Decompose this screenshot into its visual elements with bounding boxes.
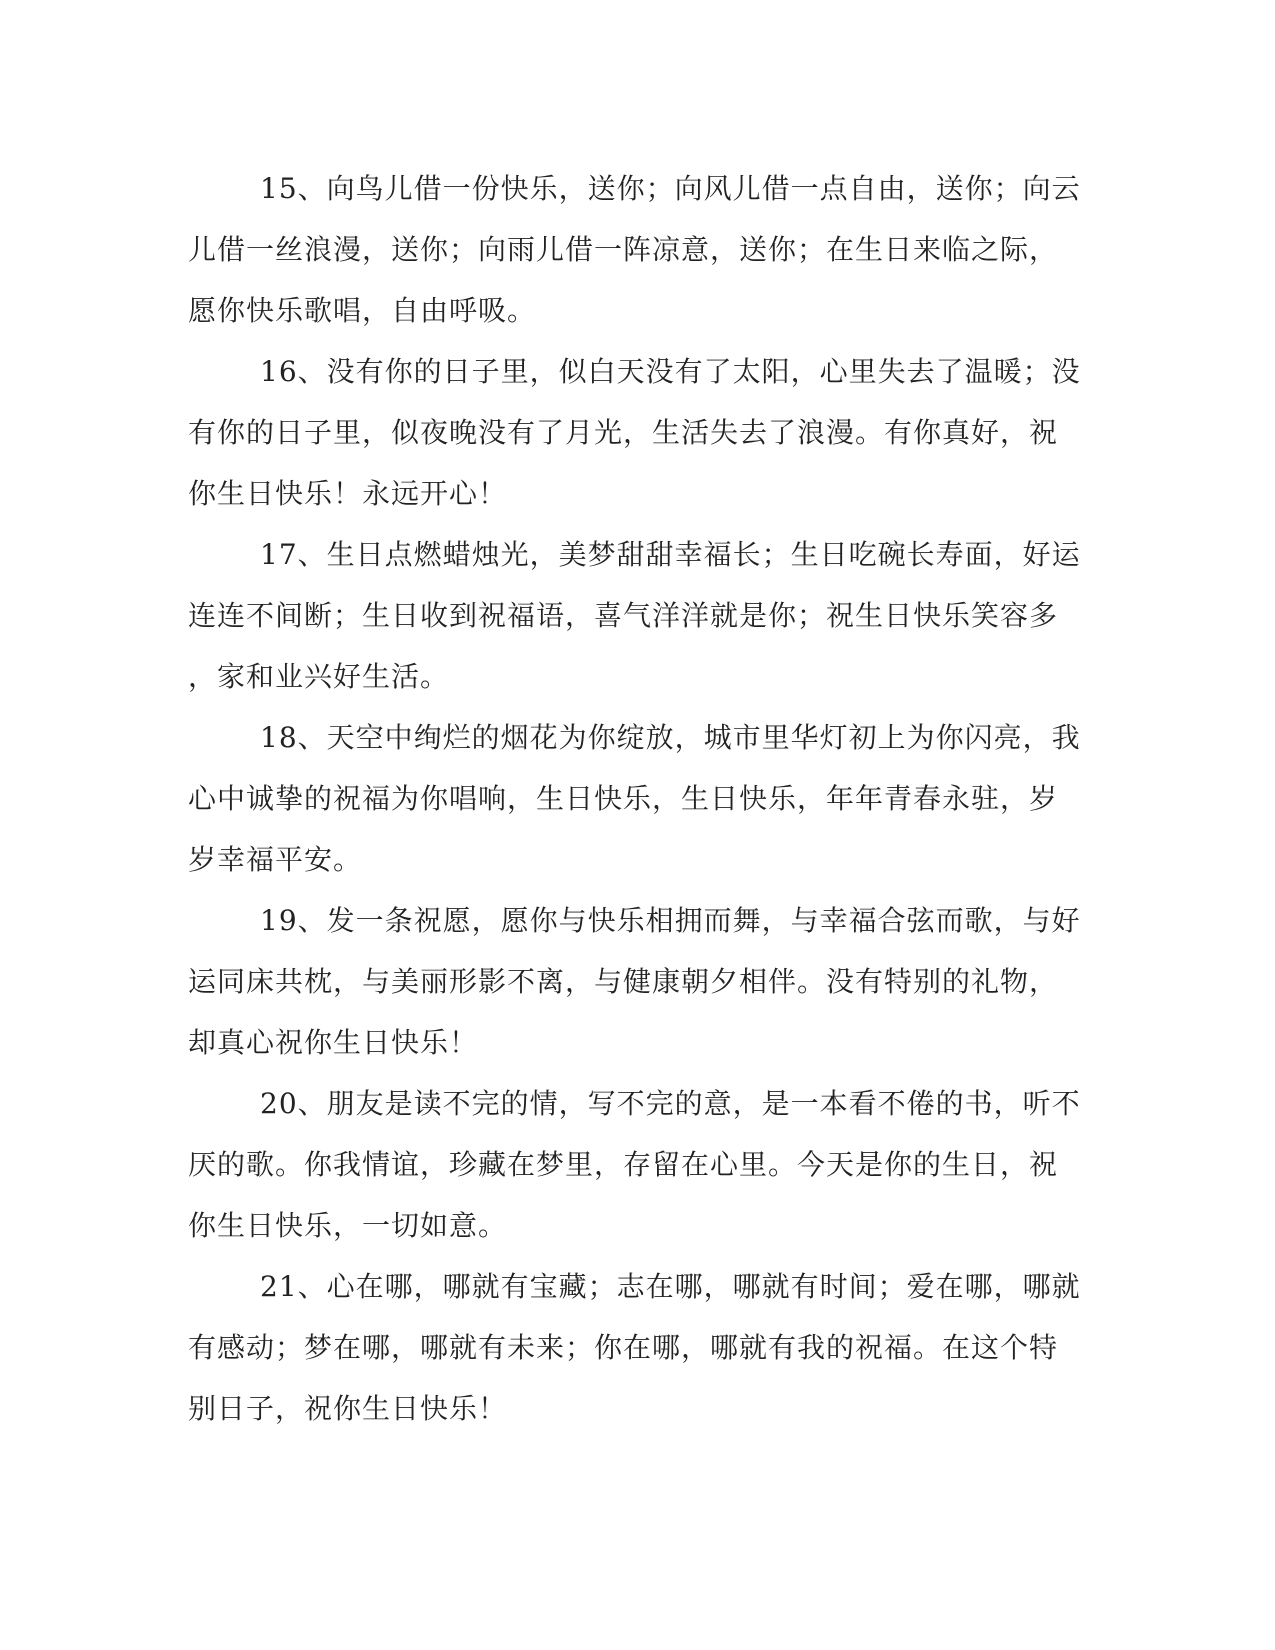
document-body [188, 158, 1081, 1439]
paragraph-21 [188, 1256, 1081, 1439]
paragraph-line: 20、朋友是读不完的情，写不完的意，是一本看不倦的书，听不 [260, 1087, 1081, 1120]
paragraph-line: 心中诚挚的祝福为你唱响，生日快乐，生日快乐，年年青春永驻，岁 [188, 782, 1059, 815]
paragraph-line: 有你的日子里，似夜晚没有了月光，生活失去了浪漫。有你真好，祝 [188, 416, 1059, 449]
paragraph-line: 岁幸福平安。 [188, 843, 363, 876]
paragraph-line: 21、心在哪，哪就有宝藏；志在哪，哪就有时间；爱在哪，哪就 [260, 1270, 1081, 1303]
paragraph-line: ，家和业兴好生活。 [188, 660, 450, 693]
paragraph-line: 儿借一丝浪漫，送你；向雨儿借一阵凉意，送你；在生日来临之际， [188, 233, 1059, 266]
paragraph-15 [188, 158, 1081, 341]
paragraph-line: 厌的歌。你我情谊，珍藏在梦里，存留在心里。今天是你的生日，祝 [188, 1148, 1059, 1181]
paragraph-17 [188, 524, 1081, 707]
paragraph-line: 19、发一条祝愿，愿你与快乐相拥而舞，与幸福合弦而歌，与好 [260, 904, 1081, 937]
paragraph-18 [188, 707, 1081, 890]
paragraph-line: 愿你快乐歌唱，自由呼吸。 [188, 294, 537, 327]
paragraph-line: 运同床共枕，与美丽形影不离，与健康朝夕相伴。没有特别的礼物， [188, 965, 1059, 998]
paragraph-line: 15、向鸟儿借一份快乐，送你；向风儿借一点自由，送你；向云 [260, 172, 1081, 205]
paragraph-line: 别日子，祝你生日快乐！ [188, 1392, 508, 1425]
paragraph-line: 18、天空中绚烂的烟花为你绽放，城市里华灯初上为你闪亮，我 [260, 721, 1081, 754]
paragraph-line: 却真心祝你生日快乐！ [188, 1026, 479, 1059]
paragraph-line: 17、生日点燃蜡烛光，美梦甜甜幸福长；生日吃碗长寿面，好运 [260, 538, 1081, 571]
paragraph-line: 你生日快乐！永远开心！ [188, 477, 508, 510]
paragraph-19 [188, 890, 1081, 1073]
paragraph-line: 有感动；梦在哪，哪就有未来；你在哪，哪就有我的祝福。在这个特 [188, 1331, 1059, 1364]
paragraph-16 [188, 341, 1081, 524]
paragraph-line: 你生日快乐，一切如意。 [188, 1209, 508, 1242]
paragraph-line: 16、没有你的日子里，似白天没有了太阳，心里失去了温暖；没 [260, 355, 1081, 388]
paragraph-line: 连连不间断；生日收到祝福语，喜气洋洋就是你；祝生日快乐笑容多 [188, 599, 1059, 632]
paragraph-20 [188, 1073, 1081, 1256]
